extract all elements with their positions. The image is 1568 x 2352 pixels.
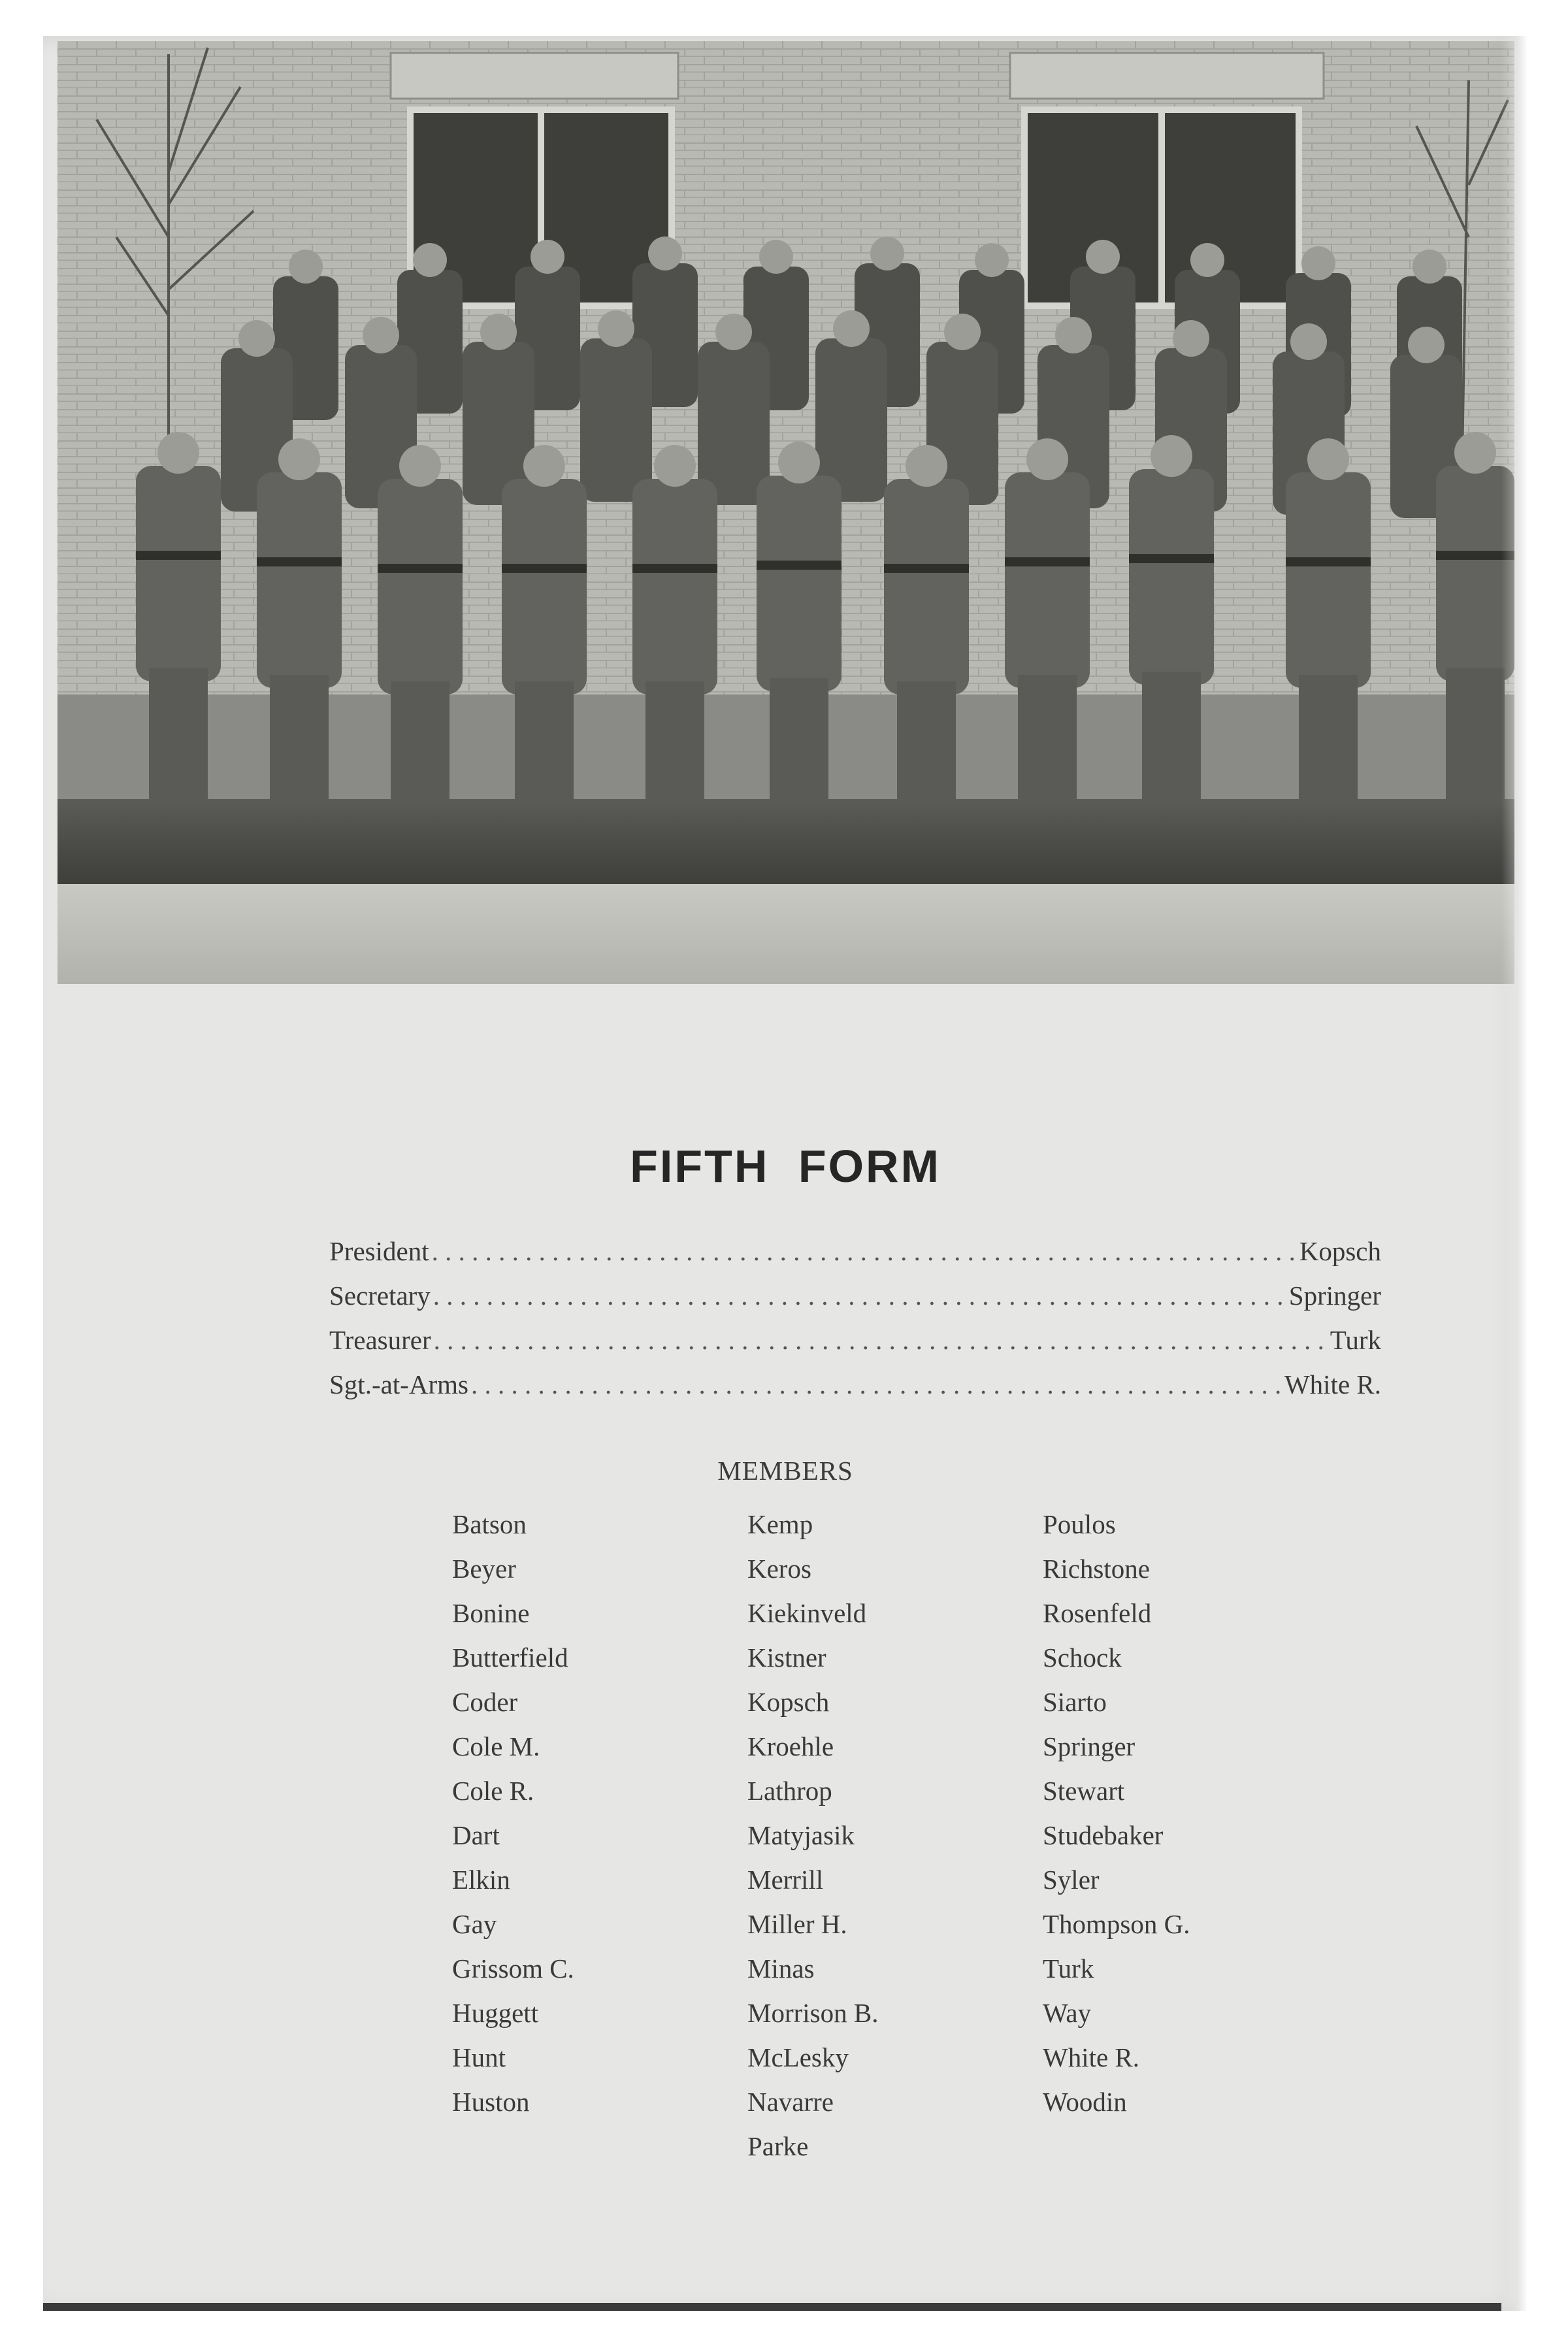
member-name: Huggett: [452, 1998, 539, 2028]
page-bottom-rule: [43, 2303, 1501, 2311]
members-heading: MEMBERS: [717, 1456, 853, 1486]
member-name: Stewart: [1043, 1776, 1125, 1806]
member-name: Navarre: [747, 2087, 834, 2117]
member-name: Morrison B.: [747, 1998, 879, 2028]
member-name: Lathrop: [747, 1776, 832, 1806]
member-name: Cole M.: [452, 1731, 540, 1761]
member-name: Huston: [452, 2087, 530, 2117]
member-name: Beyer: [452, 1554, 516, 1584]
member-name: Kopsch: [747, 1687, 830, 1717]
member-name: Matyjasik: [747, 1820, 855, 1850]
member-name: Kroehle: [747, 1731, 834, 1761]
officer-row-treasurer: [329, 1324, 1381, 1369]
member-name: Syler: [1043, 1865, 1100, 1895]
officers-list: [329, 1235, 1381, 1413]
member-name: Woodin: [1043, 2087, 1127, 2117]
officer-row-secretary: [329, 1280, 1381, 1324]
member-name: Rosenfeld: [1043, 1598, 1152, 1628]
cadets-photo-illustration: [57, 41, 1514, 984]
officer-name: Turk: [1330, 1325, 1381, 1355]
member-name: Thompson G.: [1043, 1909, 1190, 1939]
member-name: Kemp: [747, 1509, 813, 1539]
member-name: Kistner: [747, 1642, 826, 1673]
member-name: Grissom C.: [452, 1953, 574, 1984]
officer-name: Kopsch: [1299, 1236, 1381, 1266]
officer-row-president: [329, 1235, 1381, 1280]
member-name: Merrill: [747, 1865, 824, 1895]
yearbook-page: [43, 36, 1527, 2311]
group-photograph: [57, 41, 1514, 984]
officer-name: White R.: [1284, 1369, 1381, 1399]
members-column-2: [747, 1502, 878, 2168]
members-column-1: [452, 1502, 574, 2124]
officer-role: Secretary: [329, 1281, 431, 1311]
member-name: Gay: [452, 1909, 497, 1939]
member-name: Studebaker: [1043, 1820, 1164, 1850]
member-name: Keros: [747, 1554, 811, 1584]
member-name: Parke: [747, 2131, 809, 2161]
member-name: Dart: [452, 1820, 500, 1850]
member-name: Schock: [1043, 1642, 1122, 1673]
member-name: Bonine: [452, 1598, 530, 1628]
dot-leader: [433, 1280, 1286, 1311]
dot-leader: [471, 1369, 1282, 1400]
member-name: Butterfield: [452, 1642, 568, 1673]
member-name: Way: [1043, 1998, 1092, 2028]
dot-leader: [432, 1235, 1297, 1267]
member-name: Hunt: [452, 2042, 506, 2072]
member-name: Siarto: [1043, 1687, 1107, 1717]
member-name: McLesky: [747, 2042, 849, 2072]
officer-role: Treasurer: [329, 1325, 431, 1355]
member-name: Turk: [1043, 1953, 1094, 1984]
member-name: Poulos: [1043, 1509, 1116, 1539]
member-name: Springer: [1043, 1731, 1135, 1761]
member-name: Miller H.: [747, 1909, 847, 1939]
officer-row-sgt-at-arms: [329, 1369, 1381, 1413]
dot-leader: [434, 1324, 1328, 1356]
page-title: FIFTH FORM: [630, 1141, 941, 1192]
member-name: Coder: [452, 1687, 518, 1717]
member-name: Elkin: [452, 1865, 510, 1895]
officer-role: President: [329, 1236, 429, 1266]
officer-name: Springer: [1288, 1281, 1381, 1311]
page-edge-shading: [1501, 36, 1527, 2311]
member-name: Cole R.: [452, 1776, 534, 1806]
members-column-3: [1043, 1502, 1190, 2124]
member-name: Batson: [452, 1509, 527, 1539]
member-name: White R.: [1043, 2042, 1140, 2072]
member-name: Richstone: [1043, 1554, 1150, 1584]
member-name: Minas: [747, 1953, 815, 1984]
member-name: Kiekinveld: [747, 1598, 867, 1628]
officer-role: Sgt.-at-Arms: [329, 1369, 468, 1399]
